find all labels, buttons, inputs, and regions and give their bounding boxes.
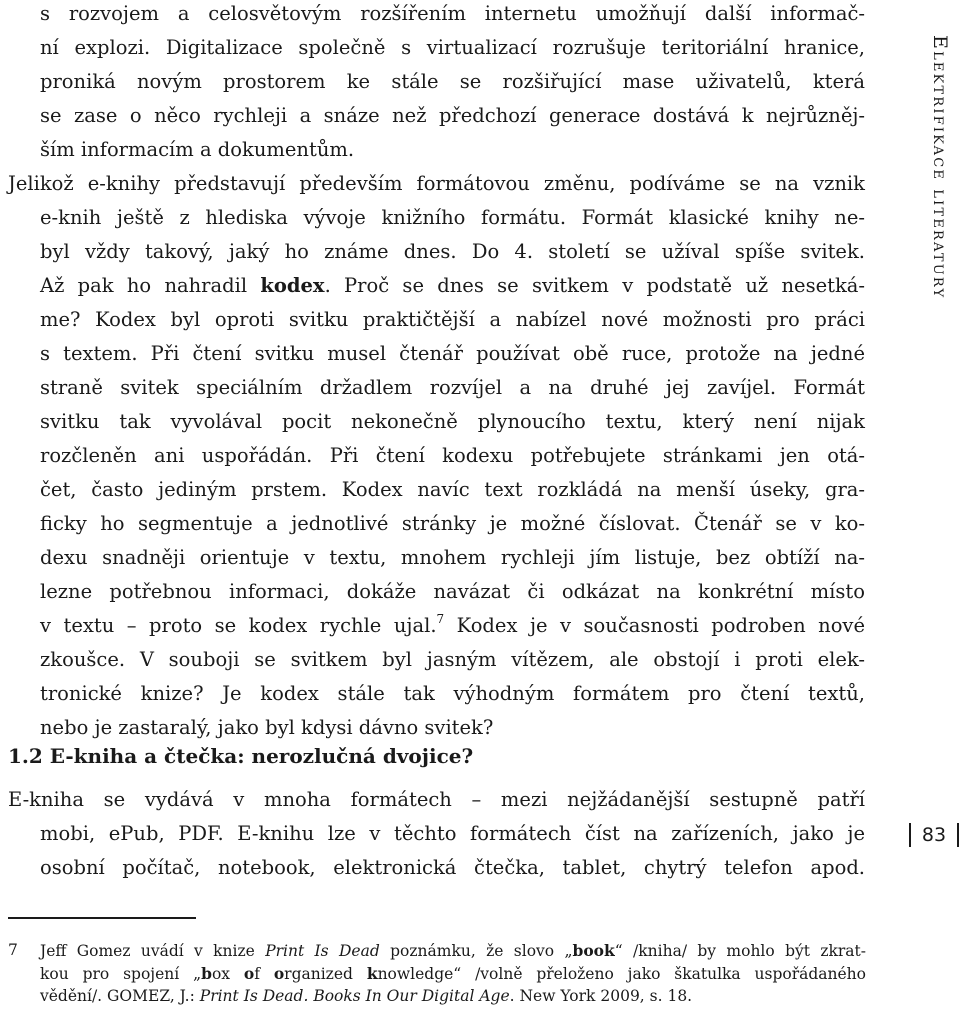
text-run: . Proč se dnes se svitkem v podstatě už nesetká- (324, 274, 865, 297)
body-line: proniká novým prostorem ke stále se rozšiřující mase uživatelů, která (40, 70, 865, 93)
footnote-number: 7 (8, 941, 18, 959)
footnote-reference: 7 (436, 612, 445, 626)
bold-letter: k (366, 964, 378, 983)
text-run: Kodex je v současnosti podroben nové (444, 614, 865, 637)
body-line: byl vždy takový, jaký ho známe dnes. Do 4. století se užíval spíše svitek. (40, 240, 865, 263)
page-number-right-bar (957, 823, 959, 847)
body-line: e-knih ještě z hlediska vývoje knižního formátu. Formát klasické knihy ne- (40, 206, 865, 229)
text-run: “ /kniha/ by mohlo být zkrat- (614, 942, 867, 960)
page-number (909, 823, 959, 847)
body-line: ším informacím a dokumentům. (40, 138, 355, 161)
body-line (40, 612, 865, 637)
bold-letter: b (201, 964, 212, 983)
italic-title: Print Is Dead. Books In Our Digital Age (199, 987, 510, 1005)
body-line: E-kniha se vydává v mnoha formátech – mezi nejžádanější sestupně patří (8, 788, 865, 811)
running-header-vertical: Elektrifikace literatury (929, 34, 951, 300)
body-line: s textem. Při čtení svitku musel čtenář používat obě ruce, protože na jedné (40, 342, 865, 365)
bold-letter: o (273, 964, 285, 983)
body-line: se zase o něco rychleji a snáze než předchozí generace dostává k nejrůzněj- (40, 104, 865, 127)
body-line: me? Kodex byl oproti svitku praktičtější a nabízel nové možnosti pro práci (40, 308, 865, 331)
bold-letter: o (243, 964, 255, 983)
body-line: rozčleněn ani uspořádán. Při čtení kodexu potřebujete stránkami jen otá- (40, 444, 865, 467)
body-line: lezne potřebnou informaci, dokáže navázat či odkázat na konkrétní místo (40, 580, 865, 603)
body-line: ficky ho segmentuje a jednotlivé stránky je možné číslovat. Čtenář se v ko- (40, 512, 865, 535)
body-line: tronické knize? Je kodex stále tak výhodným formátem pro čtení textů, (40, 682, 865, 705)
section-heading: 1.2 E-kniha a čtečka: nerozlučná dvojice? (8, 744, 474, 768)
italic-title: Print Is Dead (265, 942, 380, 960)
page-number-value: 83 (921, 824, 947, 846)
body-line: dexu snadněji orientuje v textu, mnohem rychleji jím listuje, bez obtíží na- (40, 546, 865, 569)
footnote-line (40, 989, 866, 1005)
body-line: zkoušce. V souboji se svitkem byl jasným vítězem, ale obstojí i proti elek- (40, 648, 865, 671)
footnote-line (40, 966, 866, 983)
body-line: osobní počítač, notebook, elektronická čtečka, tablet, chytrý telefon apod. (40, 856, 865, 879)
text-run: f (254, 965, 274, 983)
text-run: ox (211, 965, 244, 983)
text-run: nowledge“ /volně přeloženo jako škatulka uspořádaného (377, 965, 867, 983)
text-run: poznámku, že slovo „ (379, 942, 573, 960)
bold-term-kodex: kodex (260, 274, 325, 297)
footnote-separator (8, 917, 196, 919)
text-run: rganized (284, 965, 367, 983)
body-line: svitku tak vyvolával pocit nekonečně plynoucího textu, který není nijak (40, 410, 865, 433)
body-line (40, 276, 865, 296)
bold-word: book (572, 941, 615, 960)
text-run: vědění/. GOMEZ, J.: (40, 987, 200, 1005)
body-line: nebo je zastaralý, jako byl kdysi dávno svitek? (40, 716, 494, 739)
body-line: Jelikož e-knihy představují především formátovou změnu, podíváme se na vznik (8, 172, 865, 195)
body-line: straně svitek speciálním držadlem rozvíjel a na druhé jej zavíjel. Formát (40, 376, 865, 399)
body-line: s rozvojem a celosvětovým rozšířením internetu umožňují další informač- (40, 2, 865, 25)
footnote-line (40, 943, 866, 960)
text-run: kou pro spojení „ (40, 965, 202, 983)
page-number-left-bar (909, 823, 911, 847)
body-line: čet, často jediným prstem. Kodex navíc text rozkládá na menší úseky, gra- (40, 478, 865, 501)
text-run: . New York 2009, s. 18. (509, 987, 693, 1005)
body-line: mobi, ePub, PDF. E-knihu lze v těchto formátech číst na zařízeních, jako je (40, 822, 865, 845)
text-run: v textu – proto se kodex rychle ujal. (40, 614, 437, 637)
text-run: Až pak ho nahradil (40, 274, 261, 297)
text-run: Jeff Gomez uvádí v knize (40, 942, 266, 960)
body-line: ní explozi. Digitalizace společně s virtualizací rozrušuje teritoriální hranice, (40, 36, 865, 59)
